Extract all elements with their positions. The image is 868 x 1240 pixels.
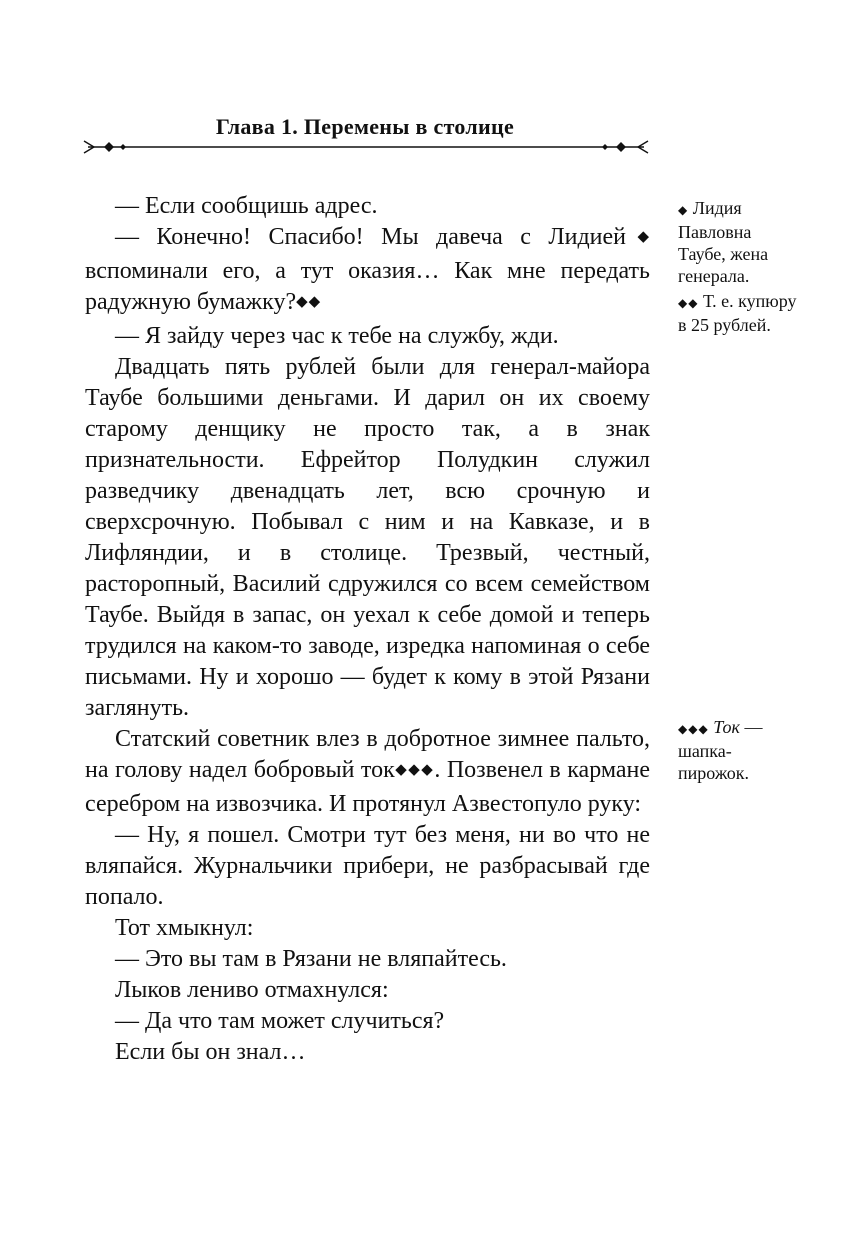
paragraph: — Если сообщишь адрес.: [115, 193, 378, 219]
header-ornament-rule: [82, 138, 650, 156]
paragraph: — Ну, я пошел. Смотри тут без меня, ни во что не вляпайся. Журнальчики прибери, не разбрасывай где попало.: [85, 822, 650, 910]
chapter-title: Глава 1. Перемены в столице: [215, 114, 515, 139]
paragraph: Если бы он знал…: [115, 1039, 306, 1065]
paragraph: Статский советник влез в добротное зимнее пальто, на голову надел бобровый ток◆◆◆. Позвенел в кармане серебром на извозчика. И протянул Азвестопуло руку:: [85, 726, 651, 817]
paragraph: — Да что там может случиться?: [115, 1008, 445, 1034]
footnote-marker-1: ◆: [626, 229, 650, 245]
margin-note-1: ◆ Лидия Павловна Таубе, жена генерала.: [678, 198, 769, 286]
paragraph: — Это вы там в Рязани не вляпайтесь.: [115, 946, 507, 972]
paragraph: — Я зайду через час к тебе на службу, жди.: [115, 323, 559, 349]
footnote-marker-2: ◆◆: [296, 294, 322, 310]
paragraph: — Конечно! Спасибо! Мы давеча с Лидией◆ вспоминали его, а тут оказия… Как мне передать радужную бумажку?◆◆: [85, 224, 650, 315]
paragraph: Лыков лениво отмахнулся:: [115, 977, 389, 1003]
paragraph: Двадцать пять рублей были для генерал-майора Таубе большими деньгами. И дарил он их своему старому денщику не просто так, а в знак признательности. Ефрейтор Полудкин служил разведчику двенадцать лет, всю срочную и сверхсрочную. Побывал с ним и на Кавказе, и в Лифляндии, и в столице. Трезвый, честный, расторопный, Василий сдружился со всем семейством Таубе. Выйдя в запас, он уехал к себе домой и теперь трудился на каком-то заводе, изредка напоминая о себе письмами. Ну и хорошо — будет к кому в этой Рязани заглянуть.: [85, 354, 650, 721]
margin-note-3: ◆◆◆ Ток — шапка-пирожок.: [678, 717, 763, 783]
paragraph: Тот хмыкнул:: [115, 915, 254, 941]
main-text-column: [85, 191, 650, 1068]
footnote-marker-3: ◆◆◆: [394, 762, 435, 778]
margin-note-2: ◆◆ Т. е. купюру в 25 рублей.: [678, 291, 797, 335]
